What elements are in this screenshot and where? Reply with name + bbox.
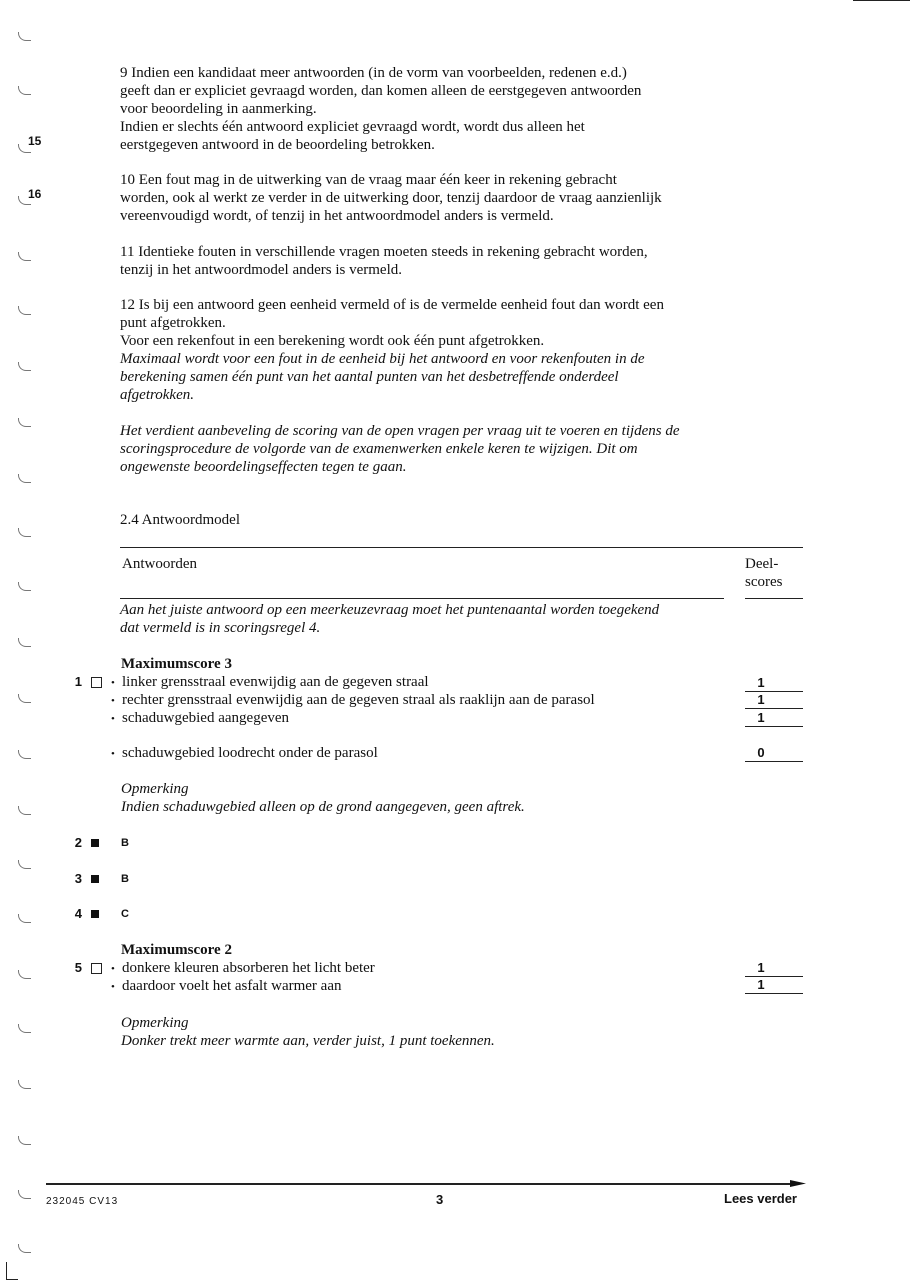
- margin-number-16: 16: [28, 187, 42, 201]
- margin-mark: [18, 582, 31, 591]
- q5-maxscore: Maximumscore 2: [121, 942, 232, 958]
- margin-mark: [18, 914, 31, 923]
- footer-arrow-line: [46, 1183, 794, 1185]
- margin-mark: [18, 1136, 31, 1145]
- header-scores-rule: [745, 598, 803, 599]
- mc-question-icon: [91, 910, 99, 918]
- open-question-icon: [91, 963, 102, 974]
- rule-9-line: voor beoordeling in aanmerking.: [120, 101, 317, 117]
- mc-note-line: dat vermeld is in scoringsregel 4.: [120, 620, 321, 636]
- q5-item: • donkere kleuren absorberen het licht beter: [111, 959, 375, 978]
- margin-mark: [18, 418, 31, 427]
- q5-number: 5: [74, 960, 82, 975]
- q1-number: 1: [74, 674, 82, 689]
- column-header-scores-1: Deel-: [745, 556, 779, 572]
- margin-mark: [18, 970, 31, 979]
- rule-12: [120, 296, 740, 404]
- advice-line: ongewenste beoordelingseffecten tegen te gaan.: [120, 459, 407, 475]
- margin-mark: [18, 362, 31, 371]
- advice-line: scoringsprocedure de volgorde van de examenwerken enkele keren te wijzigen. Dit om: [120, 441, 638, 457]
- margin-mark: [18, 1190, 31, 1199]
- q5-remark: Donker trekt meer warmte aan, verder juist, 1 punt toekennen.: [121, 1033, 495, 1049]
- advice-line: Het verdient aanbeveling de scoring van de open vragen per vraag uit te voeren en tijdens de: [120, 423, 680, 439]
- column-header-answers: Antwoorden: [122, 556, 197, 572]
- q3-number: 3: [74, 871, 82, 886]
- rule-12-italic-line: afgetrokken.: [120, 387, 194, 403]
- margin-mark: [18, 1080, 31, 1089]
- mc-question-icon: [91, 839, 99, 847]
- q4-answer: C: [121, 908, 129, 920]
- q1-remark-title: Opmerking: [121, 781, 189, 797]
- q1-item-score: 1: [745, 710, 803, 727]
- section-title: 2.4 Antwoordmodel: [120, 512, 240, 528]
- rule-10: [120, 171, 740, 225]
- margin-mark: [18, 32, 31, 41]
- q1-item: • schaduwgebied aangegeven: [111, 709, 289, 728]
- q2-answer: B: [121, 837, 129, 849]
- mc-note-line: Aan het juiste antwoord op een meerkeuzevraag moet het puntenaantal worden toegekend: [120, 602, 660, 618]
- q1-item: • schaduwgebied loodrecht onder de parasol: [111, 744, 378, 763]
- arrow-right-icon: [790, 1178, 806, 1189]
- footer-next-page: Lees verder: [724, 1191, 797, 1206]
- margin-mark: [18, 638, 31, 647]
- margin-mark: [18, 528, 31, 537]
- q4-number: 4: [74, 906, 82, 921]
- q5-item-score: 1: [745, 977, 803, 994]
- q1-item-score: 1: [745, 692, 803, 709]
- rule-12-line: 12 Is bij een antwoord geen eenheid vermeld of is de vermelde eenheid fout dan wordt een: [120, 297, 664, 313]
- margin-mark: [18, 1024, 31, 1033]
- rule-10-line: worden, ook al werkt ze verder in de uitwerking door, tenzij daardoor de vraag aanzienlijk: [120, 190, 662, 206]
- q5-item-score: 1: [745, 960, 803, 977]
- corner-mark: [6, 1262, 7, 1280]
- rule-9-line: geeft dan er expliciet gevraagd worden, dan komen alleen de eerstgegeven antwoorden: [120, 83, 642, 99]
- rule-12-italic-line: Maximaal wordt voor een fout in de eenheid bij het antwoord en voor rekenfouten in de: [120, 351, 645, 367]
- margin-mark: [18, 860, 31, 869]
- rule-10-line: vereenvoudigd wordt, of tenzij in het antwoordmodel anders is vermeld.: [120, 208, 554, 224]
- q5-remark-title: Opmerking: [121, 1015, 189, 1031]
- header-answers-rule: [120, 598, 724, 599]
- q5-item: • daardoor voelt het asfalt warmer aan: [111, 977, 341, 996]
- margin-number-15: 15: [28, 134, 42, 148]
- header-top-rule: [120, 547, 803, 548]
- q1-item-score: 1: [745, 675, 803, 692]
- margin-mark: [18, 694, 31, 703]
- top-edge-line: [853, 0, 910, 1]
- footer-page-number: 3: [436, 1192, 444, 1207]
- q3-answer: B: [121, 873, 129, 885]
- rule-12-line: Voor een rekenfout in een berekening wordt ook één punt afgetrokken.: [120, 333, 545, 349]
- margin-mark: [18, 1244, 31, 1253]
- rule-12-line: punt afgetrokken.: [120, 315, 226, 331]
- margin-mark: [18, 806, 31, 815]
- open-question-icon: [91, 677, 102, 688]
- q1-maxscore: Maximumscore 3: [121, 656, 232, 672]
- rule-11-line: tenzij in het antwoordmodel anders is vermeld.: [120, 262, 403, 278]
- mc-note: [120, 601, 740, 637]
- rule-12-italic-line: berekening samen één punt van het aantal punten van het desbetreffende onderdeel: [120, 369, 619, 385]
- rule-10-line: 10 Een fout mag in de uitwerking van de vraag maar één keer in rekening gebracht: [120, 172, 617, 188]
- margin-mark: [18, 750, 31, 759]
- q1-item: • linker grensstraal evenwijdig aan de gegeven straal: [111, 673, 429, 692]
- margin-mark: [18, 86, 31, 95]
- q1-item: • rechter grensstraal evenwijdig aan de gegeven straal als raaklijn aan de parasol: [111, 691, 595, 710]
- rule-9: [120, 64, 740, 154]
- margin-mark: [18, 306, 31, 315]
- margin-mark: [18, 474, 31, 483]
- column-header-scores-2: scores: [745, 574, 783, 590]
- q2-number: 2: [74, 835, 82, 850]
- margin-mark: [18, 252, 31, 261]
- q1-item-score: 0: [745, 745, 803, 762]
- footer-code: 232045 CV13: [46, 1196, 119, 1207]
- rule-11: [120, 243, 740, 279]
- rule-11-line: 11 Identieke fouten in verschillende vragen moeten steeds in rekening gebracht worden,: [120, 244, 648, 260]
- advice: [120, 422, 740, 476]
- rule-9-line: eerstgegeven antwoord in de beoordeling betrokken.: [120, 137, 435, 153]
- rule-9-line: Indien er slechts één antwoord expliciet gevraagd wordt, wordt dus alleen het: [120, 119, 585, 135]
- q1-remark: Indien schaduwgebied alleen op de grond aangegeven, geen aftrek.: [121, 799, 525, 815]
- mc-question-icon: [91, 875, 99, 883]
- corner-mark: [6, 1279, 18, 1280]
- rule-9-line: 9 Indien een kandidaat meer antwoorden (in de vorm van voorbeelden, redenen e.d.): [120, 65, 627, 81]
